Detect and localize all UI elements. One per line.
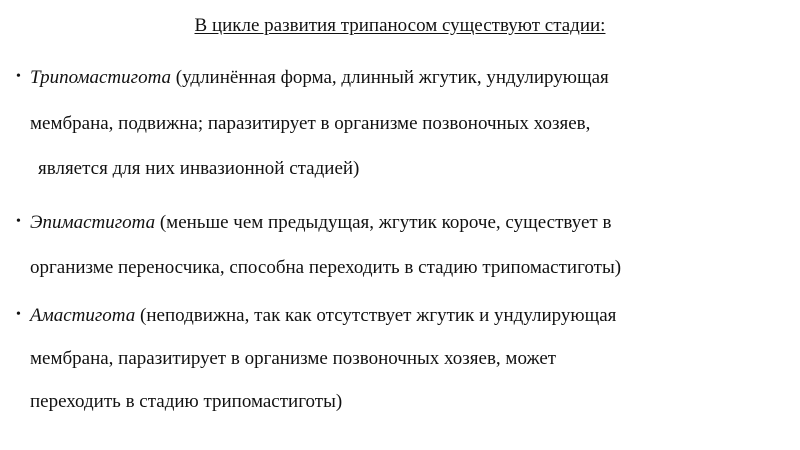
item-text: (удлинённая форма, длинный жгутик, ундулирующая (171, 67, 609, 88)
slide-title: В цикле развития трипаносом существуют стадии: (194, 15, 606, 36)
bullet-icon: • (16, 307, 21, 322)
stage-term: Амастигота (30, 305, 136, 326)
bullet-icon: • (16, 69, 21, 84)
item-1-line-3: является для них инвазионной стадией) (38, 158, 360, 179)
stage-term: Трипомастигота (30, 67, 172, 88)
bullet-icon: • (16, 214, 21, 229)
item-text: (неподвижна, так как отсутствует жгутик и ундулирующая (135, 305, 617, 326)
item-3-line-3: переходить в стадию трипомастиготы) (30, 391, 343, 412)
item-1-line-1 (30, 66, 609, 90)
item-3-line-1 (30, 304, 616, 328)
item-text: (меньше чем предыдущая, жгутик короче, существует в (155, 212, 612, 233)
item-2-line-2: организме переносчика, способна переходить в стадию трипомастиготы) (30, 257, 622, 278)
stage-term: Эпимастигота (30, 212, 156, 233)
item-2-line-1 (30, 211, 611, 235)
item-1-line-2: мембрана, подвижна; паразитирует в организме позвоночных хозяев, (30, 113, 591, 134)
item-3-line-2: мембрана, паразитирует в организме позвоночных хозяев, может (30, 348, 557, 369)
